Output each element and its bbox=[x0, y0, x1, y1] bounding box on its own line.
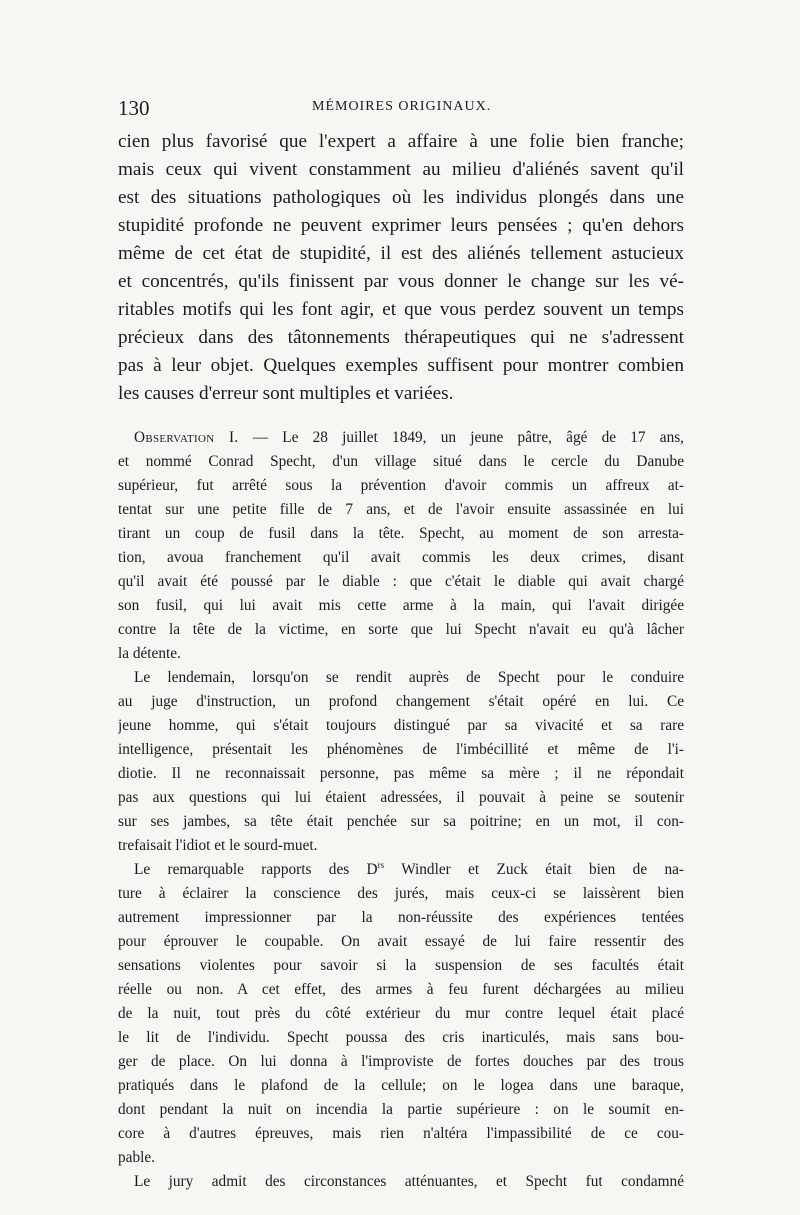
text-line: sensations violentes pour savoir si la suspension de ses facultés était bbox=[118, 957, 684, 974]
text-line: diotie. Il ne reconnaissait personne, pas même sa mère ; il ne répondait bbox=[118, 765, 684, 782]
text-line: le lit de l'individu. Specht poussa des cris inarticulés, mais sans bou- bbox=[118, 1029, 684, 1046]
text-line: ture à éclairer la conscience des jurés, mais ceux-ci se laissèrent bien bbox=[118, 885, 684, 902]
text-line: cien plus favorisé que l'expert a affaire à une folie bien franche; bbox=[118, 131, 684, 152]
text-line: autrement impressionner par la non-réussite des expériences tentées bbox=[118, 909, 684, 926]
text-line: sur ses jambes, sa tête était penchée sur sa poitrine; en un mot, il con- bbox=[118, 813, 684, 830]
text-line: intelligence, présentait les phénomènes de l'imbécillité et même de l'i- bbox=[118, 741, 684, 758]
text-line: tirant un coup de fusil dans la tête. Specht, au moment de son arresta- bbox=[118, 525, 684, 542]
text-line: réelle ou non. A cet effet, des armes à feu furent déchargées au milieu bbox=[118, 981, 684, 998]
text-line: pas aux questions qui lui étaient adressées, il pouvait à peine se soutenir bbox=[118, 789, 684, 806]
text-line: dont pendant la nuit on incendia la partie supérieure : on le soumit en- bbox=[118, 1101, 684, 1118]
text-line: pour éprouver le coupable. On avait essayé de lui faire ressentir des bbox=[118, 933, 684, 950]
paragraph-first-line: Le lendemain, lorsqu'on se rendit auprès de Specht pour le conduire bbox=[134, 669, 684, 686]
text-line: qu'il avait été poussé par le diable : que c'était le diable qui avait chargé bbox=[118, 573, 684, 590]
text-line: pable. bbox=[118, 1149, 155, 1166]
text-line: est des situations pathologiques où les individus plongés dans une bbox=[118, 187, 684, 208]
text-line: tion, avoua franchement qu'il avait commis les deux crimes, disant bbox=[118, 549, 684, 566]
text-line: tentat sur une petite fille de 7 ans, et de l'avoir ensuite assassinée en lui bbox=[118, 501, 684, 518]
text-line: stupidité profonde ne peuvent exprimer leurs pensées ; qu'en dehors bbox=[118, 215, 684, 236]
text-line: supérieur, fut arrêté sous la prévention d'avoir commis un affreux at- bbox=[118, 477, 684, 494]
text-line: core à d'autres épreuves, mais rien n'altéra l'impassibilité de ce cou- bbox=[118, 1125, 684, 1142]
dr-line-after: Windler et Zuck était bien de na- bbox=[384, 861, 684, 878]
paragraph-first-line: Le jury admit des circonstances atténuantes, et Specht fut condamné bbox=[134, 1173, 684, 1190]
text-line: précieux dans des tâtonnements thérapeutiques qui ne s'adressent bbox=[118, 327, 684, 348]
text-line: son fusil, qui lui avait mis cette arme à la main, qui l'avait dirigée bbox=[118, 597, 684, 614]
text-line: jeune homme, qui s'était toujours distingué par sa vivacité et sa rare bbox=[118, 717, 684, 734]
text-line: et nommé Conrad Specht, d'un village situé dans le cercle du Danube bbox=[118, 453, 684, 470]
paragraph-first-line bbox=[134, 858, 684, 882]
text-line: même de cet état de stupidité, il est des aliénés tellement astucieux bbox=[118, 243, 684, 264]
text-line: contre la tête de la victime, en sorte que lui Specht n'avait eu qu'à lâcher bbox=[118, 621, 684, 638]
dr-line-before: Le remarquable rapports des D bbox=[134, 861, 378, 878]
text-line: la détente. bbox=[118, 645, 181, 662]
text-line: au juge d'instruction, un profond changement s'était opéré en lui. Ce bbox=[118, 693, 684, 710]
text-line: pratiqués dans le plafond de la cellule; on le logea dans une baraque, bbox=[118, 1077, 684, 1094]
observation-heading-line bbox=[134, 426, 684, 450]
text-line: mais ceux qui vivent constamment au milieu d'aliénés savent qu'il bbox=[118, 159, 684, 180]
page-number: 130 bbox=[118, 96, 150, 120]
text-line: ritables motifs qui les font agir, et que vous perdez souvent un temps bbox=[118, 299, 684, 320]
text-line: pas à leur objet. Quelques exemples suffisent pour montrer combien bbox=[118, 355, 684, 376]
page-header bbox=[118, 96, 688, 124]
running-title: MÉMOIRES ORIGINAUX. bbox=[312, 99, 492, 114]
observation-label: Observation I. bbox=[134, 429, 239, 446]
text-line: trefaisait l'idiot et le sourd-muet. bbox=[118, 837, 318, 854]
text-line: ger de place. On lui donna à l'improviste de fortes douches par des trous bbox=[118, 1053, 684, 1070]
text-line: et concentrés, qu'ils finissent par vous donner le change sur les vé- bbox=[118, 271, 684, 292]
dr-superscript: rs bbox=[377, 859, 385, 870]
text-line: les causes d'erreur sont multiples et variées. bbox=[118, 383, 454, 404]
text-line: de la nuit, tout près du côté extérieur du mur contre lequel était placé bbox=[118, 1005, 684, 1022]
observation-first-line: — Le 28 juillet 1849, un jeune pâtre, âgé de 17 ans, bbox=[238, 429, 684, 446]
